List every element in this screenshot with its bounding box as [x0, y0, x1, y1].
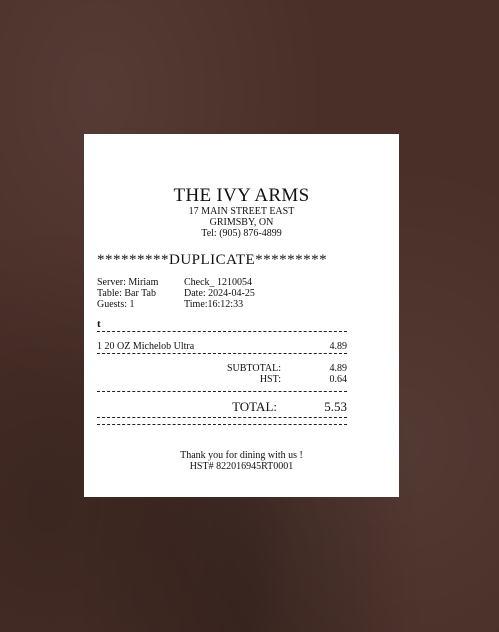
total-label: TOTAL:	[232, 399, 277, 414]
subtotal-value: 4.89	[329, 363, 347, 374]
divider	[97, 391, 347, 392]
receipt-header	[84, 186, 399, 239]
order-date: Date: 2024-04-25	[184, 288, 255, 299]
guest-count: Guests: 1	[97, 299, 135, 310]
restaurant-address: 17 MAIN STREET EAST	[188, 206, 295, 217]
restaurant-phone: Tel: (905) 876-4899	[201, 228, 282, 239]
restaurant-city: GRIMSBY, ON	[209, 217, 274, 228]
restaurant-name: THE IVY ARMS	[173, 185, 310, 206]
divider	[97, 424, 347, 425]
order-info-right	[184, 277, 255, 310]
hst-number: HST# 822016945RT0001	[189, 461, 294, 472]
subtotal-label: SUBTOTAL:	[226, 363, 281, 374]
item-description: 1 20 OZ Michelob Ultra	[97, 341, 195, 352]
tax-label: HST:	[259, 374, 281, 385]
server-name: Server: Miriam	[97, 277, 159, 288]
divider	[97, 417, 347, 418]
table-name: Table: Bar Tab	[97, 288, 156, 299]
thank-you-message: Thank you for dining with us !	[180, 450, 303, 461]
divider	[97, 331, 347, 332]
check-number: Check_ 1210054	[184, 277, 253, 288]
divider	[97, 353, 347, 354]
item-amount: 4.89	[329, 341, 347, 352]
receipt-footer	[84, 450, 399, 472]
order-time: Time:16:12:33	[184, 299, 244, 310]
order-info-left	[97, 277, 158, 310]
receipt	[84, 134, 399, 497]
duplicate-banner: *********DUPLICATE*********	[97, 252, 328, 268]
total-value: 5.53	[324, 399, 347, 414]
section-label: t	[97, 318, 101, 330]
tax-value: 0.64	[329, 374, 347, 385]
